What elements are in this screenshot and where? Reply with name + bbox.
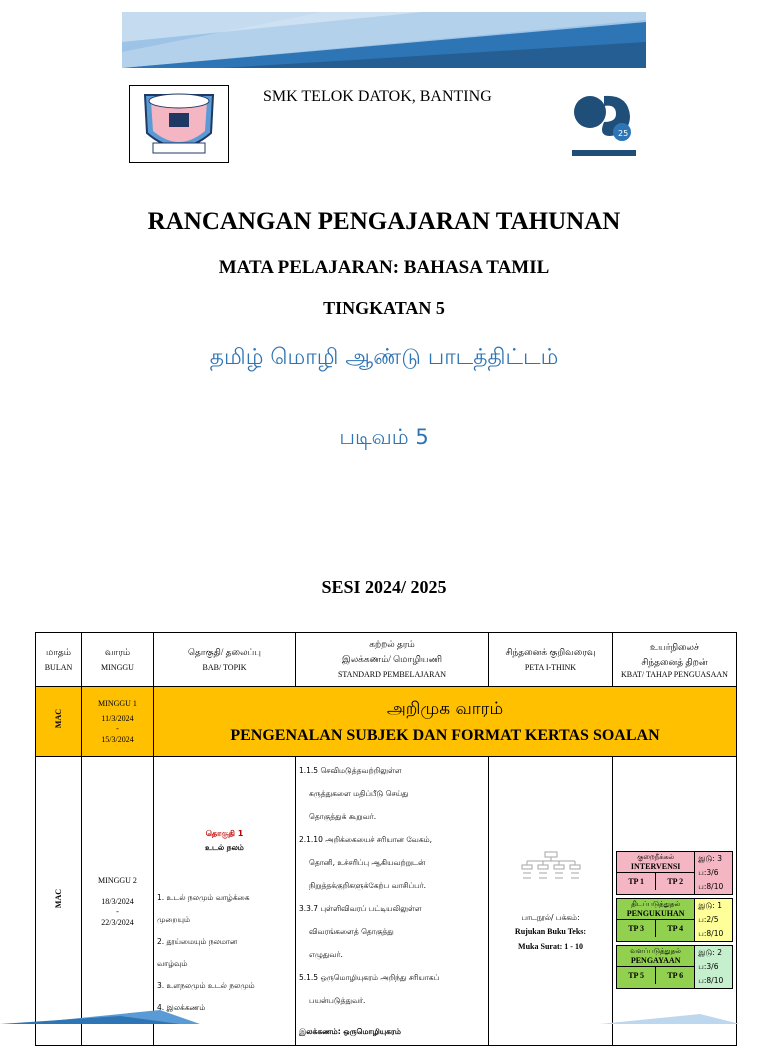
ithink-tree-icon bbox=[493, 851, 608, 887]
header-bulan-ta: மாதம் bbox=[45, 646, 72, 657]
book-ref-line1: Rujukan Buku Teks: bbox=[514, 927, 587, 936]
standard-line: 2.1.10 அறிக்கையைச் சரியான வேகம், bbox=[299, 835, 433, 844]
topic-item: வாழ்வும் bbox=[157, 959, 188, 968]
week2-date-to: 22/3/2024 bbox=[101, 917, 134, 927]
intro-title-ta: அறிமுக வாரம் bbox=[386, 698, 504, 719]
standard-line: 5.1.5 ஒருமொழியுகரம் அறிந்து சரியாகப் bbox=[299, 973, 440, 982]
tp-label: TP 2 bbox=[655, 873, 694, 890]
kbat-level-ms: INTERVENSI bbox=[630, 861, 681, 871]
header-peta-ms: PETA I-THINK bbox=[524, 662, 577, 672]
intro-week-label: MINGGU 1 bbox=[98, 699, 137, 708]
kbat-level-ms: PENGUKUHAN bbox=[626, 908, 685, 918]
header-topik-ms: BAB/ TOPIK bbox=[202, 662, 247, 672]
header-standard-ta2: இலக்கணம்/ மொழியணி bbox=[341, 654, 443, 664]
topic-item: முறையும் bbox=[157, 915, 190, 924]
tamil-title: தமிழ் மொழி ஆண்டு பாடத்திட்டம் bbox=[209, 345, 559, 370]
standard-line: பயன்படுத்துவர். bbox=[309, 996, 366, 1005]
book-ref-line2: Muka Surat: 1 - 10 bbox=[518, 942, 583, 951]
kbat-exercise-line: இடு: 1 bbox=[698, 900, 722, 910]
standard-line: நிறுத்தக்குறிகளுக்கேற்ப வாசிப்பர். bbox=[309, 881, 427, 890]
tp-label: TP 1 bbox=[628, 876, 644, 886]
header-topik bbox=[154, 633, 296, 687]
standard-line: எழுதுவர். bbox=[309, 950, 343, 959]
standard-line: கருத்துகளை மதிப்பீடு செய்து bbox=[309, 789, 409, 798]
standard-line: விவரங்களைத் தொகுத்து bbox=[309, 927, 394, 936]
week2-month-text: MAC bbox=[54, 888, 63, 909]
header-kbat-ms: KBAT/ TAHAP PENGUASAAN bbox=[621, 669, 728, 679]
main-title: RANCANGAN PENGAJARAN TAHUNAN bbox=[147, 208, 621, 235]
session-title: SESI 2024/ 2025 bbox=[321, 577, 447, 597]
week2-week bbox=[82, 757, 154, 1046]
header-kbat-ta1: உயர்நிலைச் bbox=[649, 641, 699, 652]
svg-text:25: 25 bbox=[618, 129, 629, 138]
header-standard-ms: STANDARD PEMBELAJARAN bbox=[337, 670, 447, 679]
standard-line: 1.1.5 செவிமடுத்தவற்றிலுள்ள bbox=[299, 766, 402, 775]
kbat-level-ta: குறைநீக்கல் bbox=[637, 852, 675, 861]
header-minggu bbox=[82, 633, 154, 687]
tp-label: TP 5 bbox=[628, 970, 644, 980]
kbat-exercise-line: ப:2/5 bbox=[698, 914, 719, 924]
table-header-row bbox=[36, 633, 737, 687]
header-peta bbox=[489, 633, 613, 687]
kbat-level-box bbox=[616, 898, 695, 942]
kbat-exercise-line: இடு: 3 bbox=[698, 853, 722, 863]
week2-kbat bbox=[613, 757, 737, 1046]
kbat-exercise-line: ப:3/6 bbox=[698, 867, 719, 877]
intro-dash: - bbox=[116, 724, 119, 733]
week2-month bbox=[36, 757, 82, 1046]
week2-date-from: 18/3/2024 bbox=[101, 896, 134, 906]
kbat-exercise-box bbox=[695, 851, 733, 895]
topic-list bbox=[157, 887, 292, 1019]
standard-line: தொகுத்துக் கூறுவர். bbox=[309, 812, 377, 821]
kbat-exercise-line: ப:8/10 bbox=[698, 975, 724, 985]
header-bulan-ms: BULAN bbox=[44, 662, 73, 672]
intro-date-to: 15/3/2024 bbox=[101, 735, 134, 744]
topic-name: உடல் நலம் bbox=[205, 843, 244, 852]
week2-peta bbox=[489, 757, 613, 1046]
kbat-exercise-line: ப:8/10 bbox=[698, 928, 724, 938]
intro-date-from: 11/3/2024 bbox=[101, 714, 134, 723]
school-name: SMK TELOK DATOK, BANTING bbox=[263, 88, 492, 105]
standard-line: இலக்கணம்: ஒருமொழியுகரம் bbox=[299, 1027, 401, 1036]
subject-title: MATA PELAJARAN: BAHASA TAMIL bbox=[218, 257, 550, 278]
standard-line: 3.3.7 புள்ளிவிவரப் பட்டியலிலுள்ள bbox=[299, 904, 422, 913]
tp-label: TP 4 bbox=[655, 920, 694, 937]
kbat-group bbox=[616, 851, 733, 895]
kbat-level-ta: வளப்படுத்துதல் bbox=[630, 946, 681, 955]
ppd-logo bbox=[568, 86, 640, 162]
header-minggu-ta: வாரம் bbox=[104, 646, 131, 657]
topic-item: 2. தூய்மையும் நலமான bbox=[157, 937, 238, 946]
plan-table bbox=[35, 632, 737, 1046]
week2-row bbox=[36, 757, 737, 1046]
header-kbat bbox=[613, 633, 737, 687]
kbat-group bbox=[616, 898, 733, 942]
kbat-group bbox=[616, 945, 733, 989]
kbat-exercise-line: ப:3/6 bbox=[698, 961, 719, 971]
bottom-wave bbox=[0, 1006, 768, 1024]
header-standard bbox=[296, 633, 489, 687]
intro-week bbox=[82, 687, 154, 757]
kbat-exercise-box bbox=[695, 945, 733, 989]
kbat-level-box bbox=[616, 851, 695, 895]
peta-label: பாடநூல்/ பக்கம்: bbox=[521, 913, 580, 922]
tp-label: TP 6 bbox=[655, 967, 694, 984]
tamil-form: படிவம் 5 bbox=[339, 425, 429, 449]
intro-title-cell bbox=[154, 687, 737, 757]
topic-item: 4. இலக்கணம் bbox=[157, 1003, 206, 1012]
header-minggu-ms: MINGGU bbox=[101, 662, 134, 672]
header-standard-ta1: கற்றல் தரம் bbox=[369, 639, 415, 649]
kbat-level-ta: திடப்படுத்துதல் bbox=[631, 899, 681, 908]
intro-row bbox=[36, 687, 737, 757]
header-kbat-ta2: சிந்தனைத் திறன் bbox=[641, 656, 708, 667]
kbat-exercise-line: ப:8/10 bbox=[698, 881, 724, 891]
kbat-exercise-box bbox=[695, 898, 733, 942]
intro-month bbox=[36, 687, 82, 757]
school-logo bbox=[129, 85, 229, 163]
topic-item: 3. உளநலமும் உடல் நலமும் bbox=[157, 981, 255, 990]
week2-dash: - bbox=[116, 906, 119, 916]
kbat-level-ms: PENGAYAAN bbox=[630, 955, 681, 965]
kbat-level-box bbox=[616, 945, 695, 989]
top-banner bbox=[122, 12, 646, 68]
week2-week-label: MINGGU 2 bbox=[98, 875, 137, 885]
intro-month-text: MAC bbox=[54, 709, 63, 729]
header-bulan bbox=[36, 633, 82, 687]
header-topik-ta: தொகுதி/ தலைப்பு bbox=[188, 646, 261, 657]
topic-label: தொகுதி 1 bbox=[205, 829, 244, 838]
tp-label: TP 3 bbox=[628, 923, 644, 933]
week2-topic bbox=[154, 757, 296, 1046]
standard-line: தொனி, உச்சரிப்பு ஆகியவற்றுடன் bbox=[309, 858, 426, 867]
topic-item: 1. உடல் நலமும் வாழ்க்கை bbox=[157, 893, 250, 902]
week2-standards bbox=[296, 757, 489, 1046]
form-title: TINGKATAN 5 bbox=[323, 298, 445, 318]
kbat-exercise-line: இடு: 2 bbox=[698, 947, 722, 957]
header-peta-ta: சிந்தனைக் குறிவரைவு bbox=[505, 646, 596, 657]
intro-title-ms: PENGENALAN SUBJEK DAN FORMAT KERTAS SOALAN bbox=[230, 726, 660, 744]
